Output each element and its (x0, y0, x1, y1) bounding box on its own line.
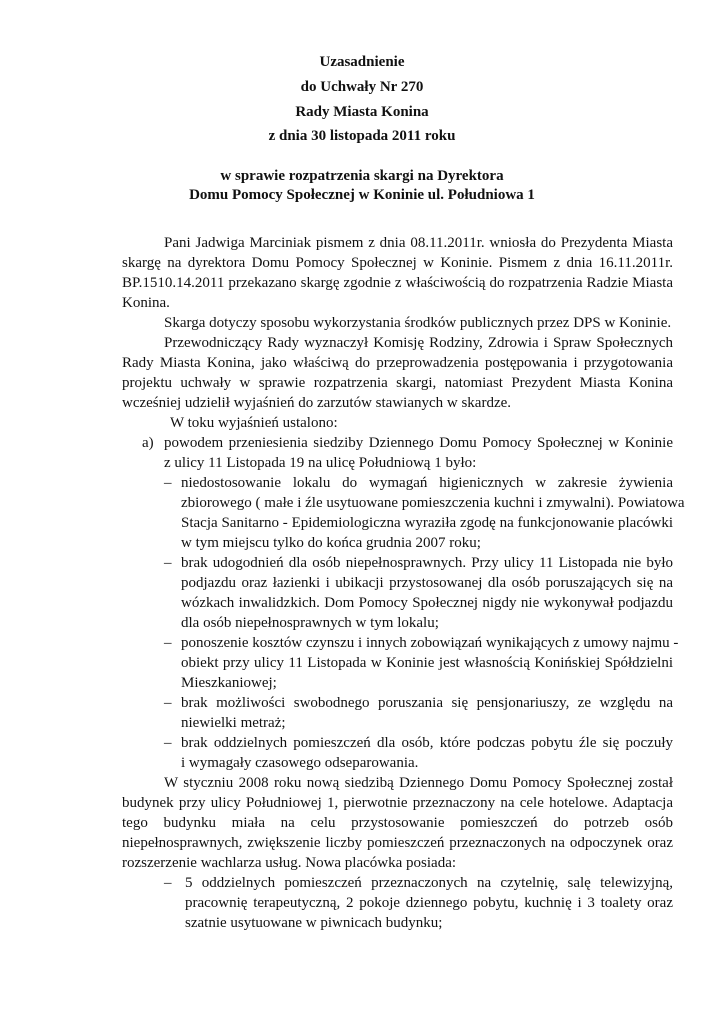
bullet-dash: – (164, 635, 172, 651)
resolution-number: do Uchwały Nr 270 (300, 79, 424, 95)
bullet-line: ponoszenie kosztów czynszu i innych zobowiązań wynikających z umowy najmu - (181, 635, 679, 651)
subject-line-1: w sprawie rozpatrzenia skargi na Dyrektora (220, 168, 504, 184)
bullet-line: niedostosowanie lokalu do wymagań higienicznych w zakresie żywienia (181, 475, 673, 491)
bullet-line: Mieszkaniowej; (181, 675, 277, 691)
resolution-date: z dnia 30 listopada 2011 roku (268, 128, 456, 144)
bullet-line: niewielki metraż; (181, 715, 286, 731)
paragraph-line: Pani Jadwiga Marciniak pismem z dnia 08.11.2011r. wniosła do Prezydenta Miasta (164, 235, 673, 251)
bullet-dash: – (164, 555, 172, 571)
paragraph-line: niepełnosprawnych, zwiększenie liczby pomieszczeń przeznaczonych na odpoczynek oraz (122, 835, 673, 851)
paragraph-line: Przewodniczący Rady wyznaczył Komisję Rodziny, Zdrowia i Spraw Społecznych (164, 335, 673, 351)
council-name: Rady Miasta Konina (295, 104, 429, 120)
bullet-dash: – (164, 735, 172, 751)
paragraph-line: Skarga dotyczy sposobu wykorzystania środków publicznych przez DPS w Koninie. (164, 315, 672, 331)
bullet-line: w tym miejscu tylko do końca grudnia 2007 roku; (181, 535, 481, 551)
bullet-line: brak możliwości swobodnego poruszania się pensjonariuszy, ze względu na (181, 695, 673, 711)
bullet-line: brak udogodnień dla osób niepełnosprawnych. Przy ulicy 11 Listopada nie było (181, 555, 673, 571)
list-item-line: z ulicy 11 Listopada 19 na ulicę Południową 1 było: (164, 455, 477, 471)
paragraph-line: W styczniu 2008 roku nową siedzibą Dziennego Domu Pomocy Społecznej został (164, 775, 673, 791)
bullet-line: Stacja Sanitarno - Epidemiologiczna wyraziła zgodę na funkcjonowanie placówki (181, 515, 673, 531)
bullet-line: obiekt przy ulicy 11 Listopada w Koninie jest własnością Konińskiej Spółdzielni (181, 655, 673, 671)
paragraph-line: wcześniej udzielił wyjaśnień do zarzutów stawianych w skardze. (122, 395, 512, 411)
bullet-line: pracownię terapeutyczną, 2 pokoje dziennego pobytu, kuchnię i 3 toalety oraz (185, 895, 673, 911)
bullet-line: i wymagały czasowego odseparowania. (181, 755, 419, 771)
bullet-line: wózkach inwalidzkich. Dom Pomocy Społecznej nigdy nie wykonywał podjazdu (181, 595, 673, 611)
bullet-line: zbiorowego ( małe i źle usytuowane pomieszczenia kuchni i zmywalni). Powiatowa (181, 495, 685, 511)
paragraph-line: skargę na dyrektora Domu Pomocy Społecznej w Koninie. Pismem z dnia 16.11.2011r. (122, 255, 673, 271)
bullet-dash: – (164, 475, 172, 491)
bullet-line: dla osób niepełnosprawnych w tym lokalu; (181, 615, 439, 631)
doc-title: Uzasadnienie (319, 54, 405, 70)
bullet-line: 5 oddzielnych pomieszczeń przeznaczonych na czytelnię, salę telewizyjną, (185, 875, 673, 891)
paragraph-line: projektu uchwały w sprawie rozpatrzenia skargi, natomiast Prezydent Miasta Konina (122, 375, 673, 391)
bullet-dash: – (164, 695, 172, 711)
list-item-line: powodem przeniesienia siedziby Dziennego Domu Pomocy Społecznej w Koninie (164, 435, 673, 451)
bullet-dash: – (164, 875, 172, 891)
list-marker-a: a) (142, 435, 154, 451)
subject-line-2: Domu Pomocy Społecznej w Koninie ul. Południowa 1 (189, 187, 535, 203)
paragraph-line: tego budynku miała na celu przystosowanie pomieszczeń do potrzeb osób (122, 815, 673, 831)
bullet-line: podjazdu oraz łazienki i ubikacji przystosowanej dla osób poruszających się na (181, 575, 673, 591)
paragraph-line: Konina. (122, 295, 170, 311)
bullet-line: szatnie usytuowane w piwnicach budynku; (185, 915, 443, 931)
bullet-line: brak oddzielnych pomieszczeń dla osób, które podczas pobytu źle się poczuły (181, 735, 673, 751)
paragraph-line: W toku wyjaśnień ustalono: (170, 415, 338, 431)
paragraph-line: budynek przy ulicy Południowej 1, pierwotnie przeznaczony na cele hotelowe. Adaptacja (122, 795, 673, 811)
paragraph-line: rozszerzenie wachlarza usług. Nowa placówka posiada: (122, 855, 457, 871)
paragraph-line: Rady Miasta Konina, jako właściwą do przeprowadzenia postępowania i przygotowania (122, 355, 673, 371)
paragraph-line: BP.1510.14.2011 przekazano skargę zgodnie z właściwością do rozpatrzenia Radzie Miasta (122, 275, 673, 291)
